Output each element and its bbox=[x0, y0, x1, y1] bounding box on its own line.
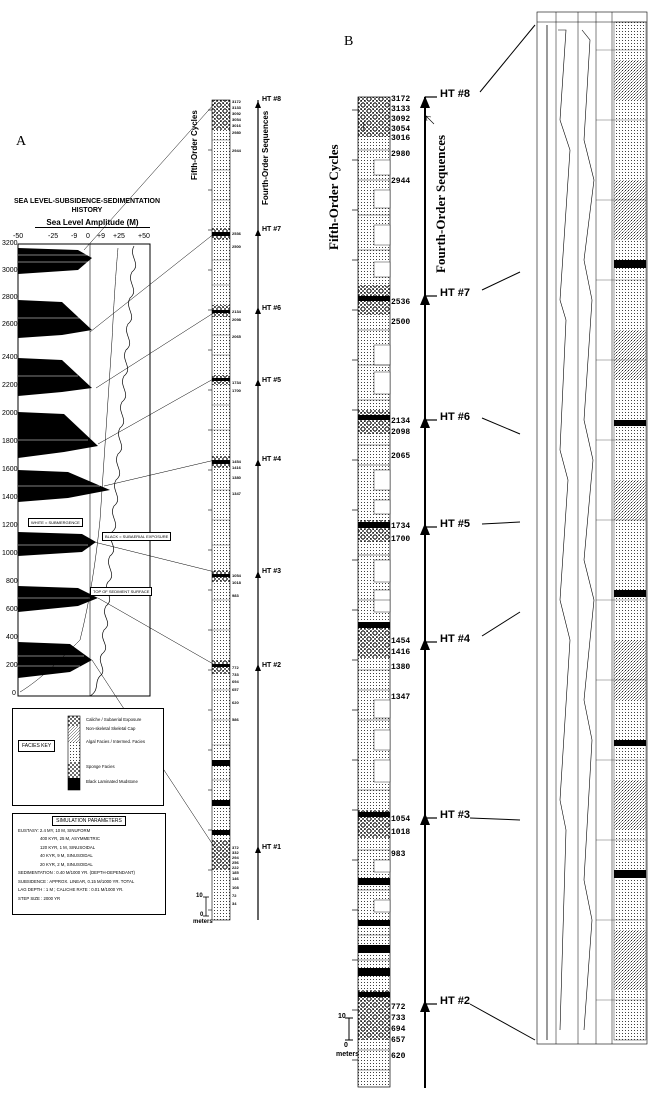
age-label: 1347 bbox=[232, 491, 241, 496]
sim-line: STEP SIZE : 2000 YR bbox=[18, 895, 61, 901]
y-tick: 3200 bbox=[2, 240, 18, 247]
panel-a-ht6: HT #6 bbox=[262, 305, 282, 312]
age-label: 1416 bbox=[232, 465, 241, 470]
panel-a-scale-zero: 0 bbox=[200, 912, 204, 918]
panel-b-ht2: HT #2 bbox=[440, 995, 470, 1007]
age-label: 1700 bbox=[232, 388, 241, 393]
panel-a-ht1: HT #1 bbox=[262, 844, 282, 851]
panel-b-scale-unit: meters bbox=[336, 1051, 359, 1058]
age-label: 772 bbox=[391, 1003, 406, 1012]
panel-b-letter: B bbox=[344, 34, 354, 49]
age-label: 1454 bbox=[391, 637, 411, 646]
panel-b-ht8: HT #8 bbox=[440, 88, 470, 100]
age-label: 1416 bbox=[391, 648, 411, 657]
age-label: 2980 bbox=[391, 150, 411, 159]
age-label: 2134 bbox=[391, 417, 411, 426]
age-label: 2098 bbox=[232, 317, 241, 322]
panel-a-ht3: HT #3 bbox=[262, 568, 282, 575]
age-label: 2098 bbox=[391, 428, 411, 437]
y-tick: 0 bbox=[12, 690, 16, 697]
panel-a-title-line2: HISTORY bbox=[71, 207, 103, 214]
age-label: 3054 bbox=[391, 125, 411, 134]
panel-b-scale-value: 10 bbox=[338, 1013, 346, 1020]
sim-line: SEDIMENTATION : 0.40 M/1000 YR. (DEPTH-DEPENDANT) bbox=[18, 870, 135, 875]
age-label: 146 bbox=[232, 876, 239, 881]
age-label: 620 bbox=[391, 1052, 406, 1061]
sim-line: SUBSIDENCE : APPROX. LINEAR, 0.15 M/1000 YR. TOTAL bbox=[18, 878, 135, 884]
age-label: 3133 bbox=[391, 105, 411, 114]
age-label: 2944 bbox=[232, 148, 241, 153]
y-tick: 1200 bbox=[2, 522, 18, 529]
age-label: 2134 bbox=[232, 309, 241, 314]
x-tick: -25 bbox=[48, 233, 59, 240]
x-tick: +50 bbox=[138, 233, 150, 240]
panel-a-ht2: HT #2 bbox=[262, 662, 282, 669]
age-label: 1054 bbox=[391, 815, 411, 824]
age-label: 2065 bbox=[391, 452, 411, 461]
x-tick: +25 bbox=[113, 233, 125, 240]
y-tick: 200 bbox=[6, 662, 18, 669]
age-label: 3092 bbox=[232, 111, 241, 116]
y-tick: 600 bbox=[6, 606, 18, 613]
age-label: 2536 bbox=[232, 231, 241, 236]
panel-a-title-line1: SEA LEVEL-SUBSIDENCE-SEDIMENTATION bbox=[13, 198, 161, 205]
age-label: 733 bbox=[232, 672, 239, 677]
panel-a-ht7: HT #7 bbox=[262, 226, 282, 233]
y-tick: 1600 bbox=[2, 466, 18, 473]
facies-item: Black Laminated Mudstone bbox=[86, 779, 138, 784]
x-tick: 0 bbox=[86, 233, 90, 240]
age-label: 3092 bbox=[391, 115, 411, 124]
age-label: 586 bbox=[232, 717, 239, 722]
y-tick: 3000 bbox=[2, 267, 18, 274]
x-tick: -9 bbox=[71, 233, 78, 240]
age-label: 2500 bbox=[391, 318, 411, 327]
y-tick: 400 bbox=[6, 634, 18, 641]
age-label: 1018 bbox=[232, 580, 241, 585]
age-label: 2536 bbox=[391, 298, 411, 307]
age-label: 1380 bbox=[391, 663, 411, 672]
panel-a-fourth-order-label: Fourth-Order Sequences bbox=[261, 110, 270, 205]
age-label: 222 bbox=[232, 865, 239, 870]
age-label: 3172 bbox=[391, 95, 411, 104]
exposure-label: BLACK = SUBAERIAL EXPOSURE bbox=[102, 532, 171, 541]
age-label: 3016 bbox=[232, 123, 241, 128]
facies-item: Algal Facies / Intermed. Facies bbox=[86, 739, 145, 744]
y-tick: 2800 bbox=[2, 294, 18, 301]
sim-line: 40 KYR, 9 M, SINUSOIDAL bbox=[40, 853, 93, 858]
submergence-label: WHITE = SUBMERGENCE bbox=[28, 518, 83, 527]
age-label: 108 bbox=[232, 885, 239, 890]
x-tick: -50 bbox=[13, 233, 24, 240]
sim-line: 120 KYR, 1 M, SINUSOIDAL bbox=[40, 844, 96, 850]
age-label: 733 bbox=[391, 1014, 406, 1023]
x-tick: +9 bbox=[97, 233, 105, 240]
age-label: 34 bbox=[232, 901, 237, 906]
panel-b-fifth-order-label: Fifth-Order Cycles bbox=[326, 144, 341, 250]
sim-line: 400 KYR, 25 M, ASYMMETRIC bbox=[40, 836, 100, 841]
age-label: 772 bbox=[232, 665, 239, 670]
age-label: 72 bbox=[232, 893, 237, 898]
sim-line: EUSTASY: 2.4 MY, 10 M, SINUFORM bbox=[18, 827, 91, 833]
age-label: 1700 bbox=[391, 535, 411, 544]
sim-line: LAG DEPTH : 1 M ; CALICHE RATE : 0.01 M/1000 YR. bbox=[18, 887, 124, 892]
y-tick: 2400 bbox=[2, 354, 18, 361]
age-label: 2065 bbox=[232, 334, 241, 339]
panel-a-ht8: HT #8 bbox=[262, 96, 282, 103]
panel-b-ht3: HT #3 bbox=[440, 809, 470, 821]
panel-b-fourth-order-label: Fourth-Order Sequences bbox=[433, 134, 448, 273]
age-label: 3172 bbox=[232, 99, 241, 104]
age-label: 3054 bbox=[232, 117, 241, 122]
age-label: 2500 bbox=[232, 244, 241, 249]
panel-a-letter: A bbox=[16, 134, 27, 149]
age-label: 1018 bbox=[391, 828, 411, 837]
age-label: 1054 bbox=[232, 573, 241, 578]
age-label: 1734 bbox=[232, 380, 241, 385]
y-tick: 1000 bbox=[2, 550, 18, 557]
age-label: 1734 bbox=[391, 522, 411, 531]
age-label: 1347 bbox=[391, 693, 411, 702]
age-label: 694 bbox=[232, 679, 239, 684]
y-tick: 2000 bbox=[2, 410, 18, 417]
panel-b-ht6: HT #6 bbox=[440, 411, 470, 423]
age-label: 657 bbox=[391, 1036, 406, 1045]
age-label: 2944 bbox=[391, 177, 411, 186]
age-label: 256 bbox=[232, 860, 239, 865]
age-label: 983 bbox=[391, 850, 406, 859]
age-label: 332 bbox=[232, 850, 239, 855]
age-label: 372 bbox=[232, 845, 239, 850]
age-label: 983 bbox=[232, 593, 239, 598]
panel-b-scale-zero: 0 bbox=[344, 1042, 348, 1049]
y-tick: 2600 bbox=[2, 321, 18, 328]
panel-a-fifth-order-label: Fifth-Order Cycles bbox=[190, 110, 199, 180]
facies-item: Non-skeletal Skeletal Cap bbox=[86, 726, 136, 731]
facies-item: Caliche / Subaerial Exposure bbox=[86, 717, 142, 722]
panel-a-scale-value: 10 bbox=[196, 893, 203, 899]
panel-b-ht7: HT #7 bbox=[440, 287, 470, 299]
age-label: 185 bbox=[232, 870, 239, 875]
panel-b-ht4: HT #4 bbox=[440, 633, 470, 645]
age-label: 294 bbox=[232, 855, 239, 860]
age-label: 694 bbox=[391, 1025, 406, 1034]
age-label: 3133 bbox=[232, 105, 241, 110]
y-tick: 2200 bbox=[2, 382, 18, 389]
facies-key-title: FACIES KEY bbox=[18, 740, 55, 752]
simulation-title: SIMULATION PARAMETERS bbox=[52, 816, 126, 826]
y-tick: 800 bbox=[6, 578, 18, 585]
age-label: 620 bbox=[232, 700, 239, 705]
panel-a-scale-unit: meters bbox=[193, 919, 213, 925]
y-tick: 1400 bbox=[2, 494, 18, 501]
y-tick: 1800 bbox=[2, 438, 18, 445]
sediment-surface-label: TOP OF SEDIMENT SURFACE bbox=[90, 587, 152, 596]
age-label: 1380 bbox=[232, 475, 241, 480]
age-label: 657 bbox=[232, 687, 239, 692]
facies-item: Sponge Facies bbox=[86, 764, 115, 769]
age-label: 2980 bbox=[232, 130, 241, 135]
sim-line: 20 KYR, 2 M, SINUSOIDAL bbox=[40, 861, 93, 867]
panel-b-ht5: HT #5 bbox=[440, 518, 470, 530]
age-label: 1454 bbox=[232, 459, 241, 464]
sea-level-amplitude-label: Sea Level Amplitude (M) bbox=[35, 218, 150, 228]
age-label: 3016 bbox=[391, 134, 411, 143]
panel-a-ht5: HT #5 bbox=[262, 377, 282, 384]
panel-a-ht4: HT #4 bbox=[262, 456, 282, 463]
